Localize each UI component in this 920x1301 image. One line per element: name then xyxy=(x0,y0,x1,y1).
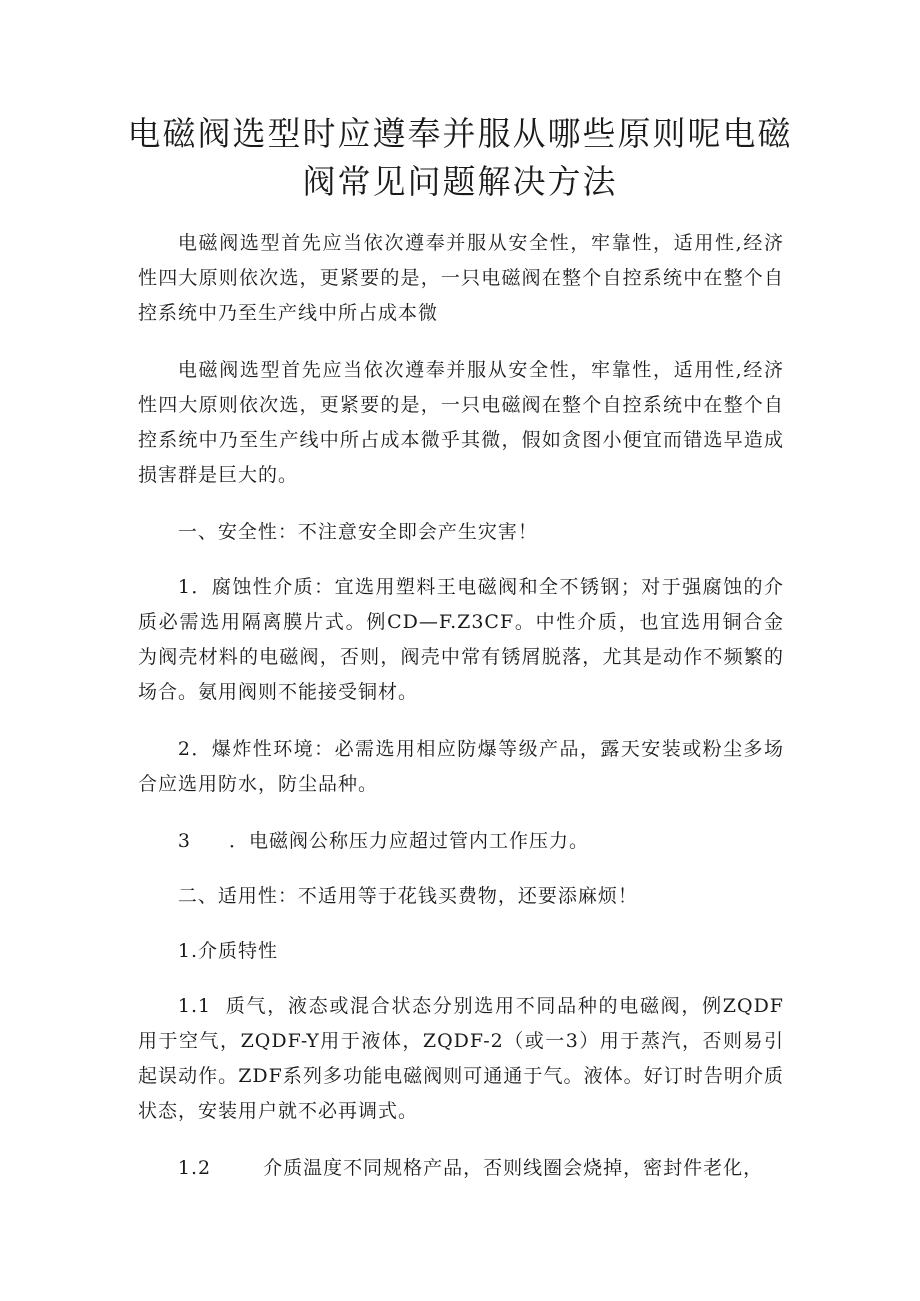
section-heading-applicability: 二、适用性：不适用等于花钱买费物，还要添麻烦！ xyxy=(177,885,638,907)
subheading-media-properties: 1.介质特性 xyxy=(177,940,279,962)
item-3-text: ．电磁阀公称压力应超过管内工作压力。 xyxy=(228,830,589,852)
section-heading-safety: 一、安全性：不注意安全即会产生灾害！ xyxy=(177,521,538,543)
item-1-1-number: 1.1 xyxy=(177,995,212,1017)
title-line-2: 阀常见问题解决方法 xyxy=(302,162,618,201)
document-title xyxy=(120,110,800,206)
paragraph-intro-1: 电磁阀选型首先应当依次遵奉并服从安全性，牢靠性，适用性,经济性四大原则依次选，更紧要的是，一只电磁阀在整个自控系统中在整个自控系统中乃至生产线中所占成本微 xyxy=(138,232,784,324)
paragraph-explosive-environment: 2．爆炸性环境：必需选用相应防爆等级产品，露天安装或粉尘多场合应选用防水，防尘品种。 xyxy=(138,738,784,795)
item-3-number: 3 xyxy=(177,830,191,852)
paragraph-pressure xyxy=(138,824,784,859)
paragraph-media-temperature xyxy=(138,1151,784,1186)
title-line-1: 电磁阀选型时应遵奉并服从哪些原则呢电磁 xyxy=(127,114,793,153)
paragraph-intro-2: 电磁阀选型首先应当依次遵奉并服从安全性，牢靠性，适用性,经济性四大原则依次选，更紧要的是，一只电磁阀在整个自控系统中在整个自控系统中乃至生产线中所占成本微乎其微，假如贪图小便宜而错选早造成损害群是巨大的。 xyxy=(138,359,784,486)
document-body xyxy=(138,226,784,1208)
item-1-1-text: 质气，液态或混合状态分别选用不同品种的电磁阀，例ZQDF用于空气，ZQDF-Y用于液体，ZQDF-2（或一3）用于蒸汽，否则易引起误动作。ZDF系列多功能电磁阀则可通通于气。液体。好订时告明介质状态，安装用户就不必再调式。 xyxy=(138,995,784,1122)
item-1-2-text: 介质温度不同规格产品，否则线圈会烧掉，密封件老化， xyxy=(263,1157,764,1179)
item-1-2-number: 1.2 xyxy=(177,1157,212,1179)
paragraph-corrosive-media: 1．腐蚀性介质：宜选用塑料王电磁阀和全不锈钢；对于强腐蚀的介质必需选用隔离膜片式。例CD—F.Z3CF。中性介质，也宜选用铜合金为阀壳材料的电磁阀，否则，阀壳中常有锈屑脱落，尤其是动作不频繁的场合。氨用阀则不能接受铜材。 xyxy=(138,576,784,703)
paragraph-media-state xyxy=(138,989,784,1129)
